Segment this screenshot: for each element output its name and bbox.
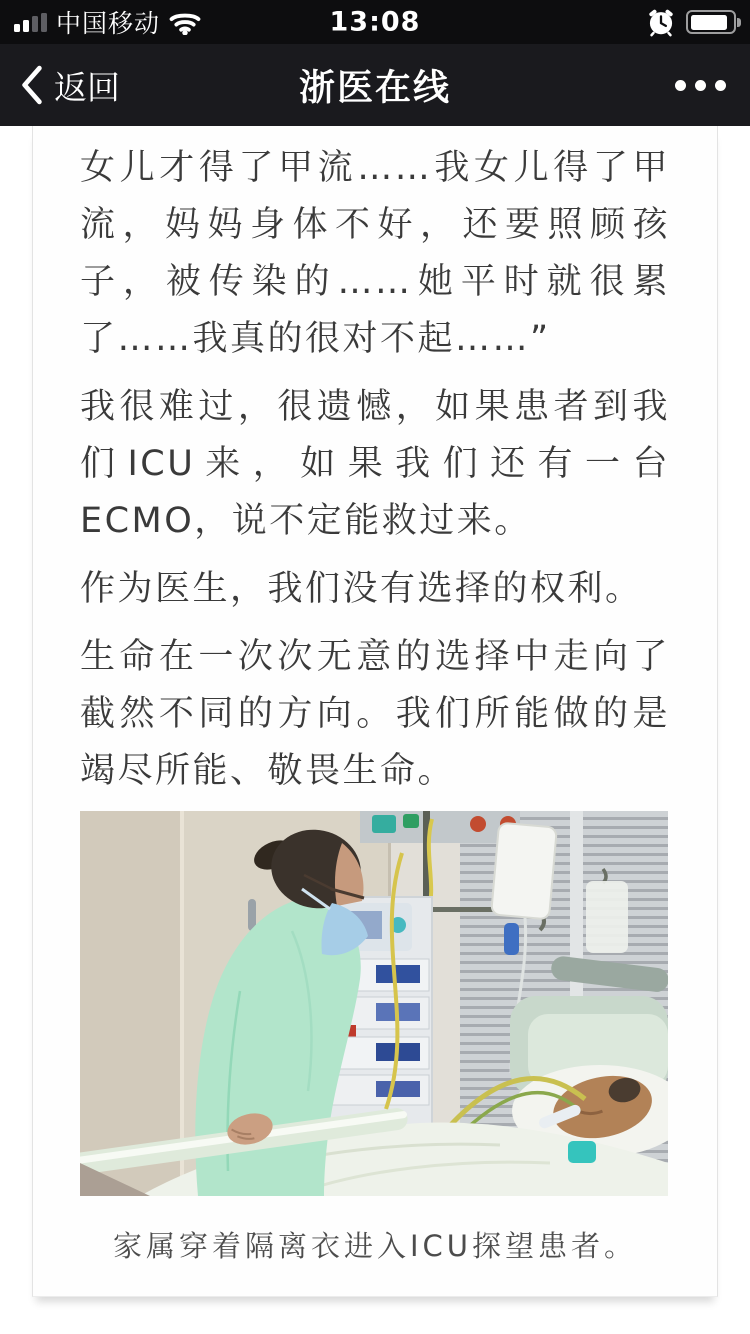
article-card [32,126,718,1297]
battery-icon [686,10,736,34]
status-bar [0,0,750,44]
article-paragraph: 生命在一次次无意的选择中走向了截然不同的方向。我们所能做的是竭尽所能、敬畏生命。 [80,637,670,791]
status-left-group [14,4,201,40]
article-photo[interactable] [80,811,668,1196]
menu-button[interactable] [671,66,730,105]
cell-signal-icon [14,12,47,32]
chevron-left-icon [20,65,44,105]
ellipsis-icon [675,80,686,91]
article-paragraph: 女儿才得了甲流……我女儿得了甲流，妈妈身体不好，还要照顾孩子，被传染的……她平时就很累了……我真的很对不起……” [80,148,670,359]
clock-time: 13:08 [329,6,421,38]
alarm-clock-icon [646,7,676,37]
article-paragraph: 我很难过，很遗憾，如果患者到我们ICU来，如果我们还有一台ECMO，说不定能救过来。 [80,387,670,541]
nav-bar [0,44,750,126]
ellipsis-icon [695,80,706,91]
wifi-icon [169,10,201,35]
page-title: 浙医在线 [298,67,452,109]
photo-caption: 家属穿着隔离衣进入ICU探望患者。 [112,1229,638,1263]
ellipsis-icon [715,80,726,91]
carrier-label: 中国移动 [56,9,161,38]
status-right-group [646,7,736,37]
back-label: 返回 [54,67,120,107]
back-button[interactable] [20,62,120,109]
article-paragraph: 作为医生，我们没有选择的权利。 [80,569,643,609]
